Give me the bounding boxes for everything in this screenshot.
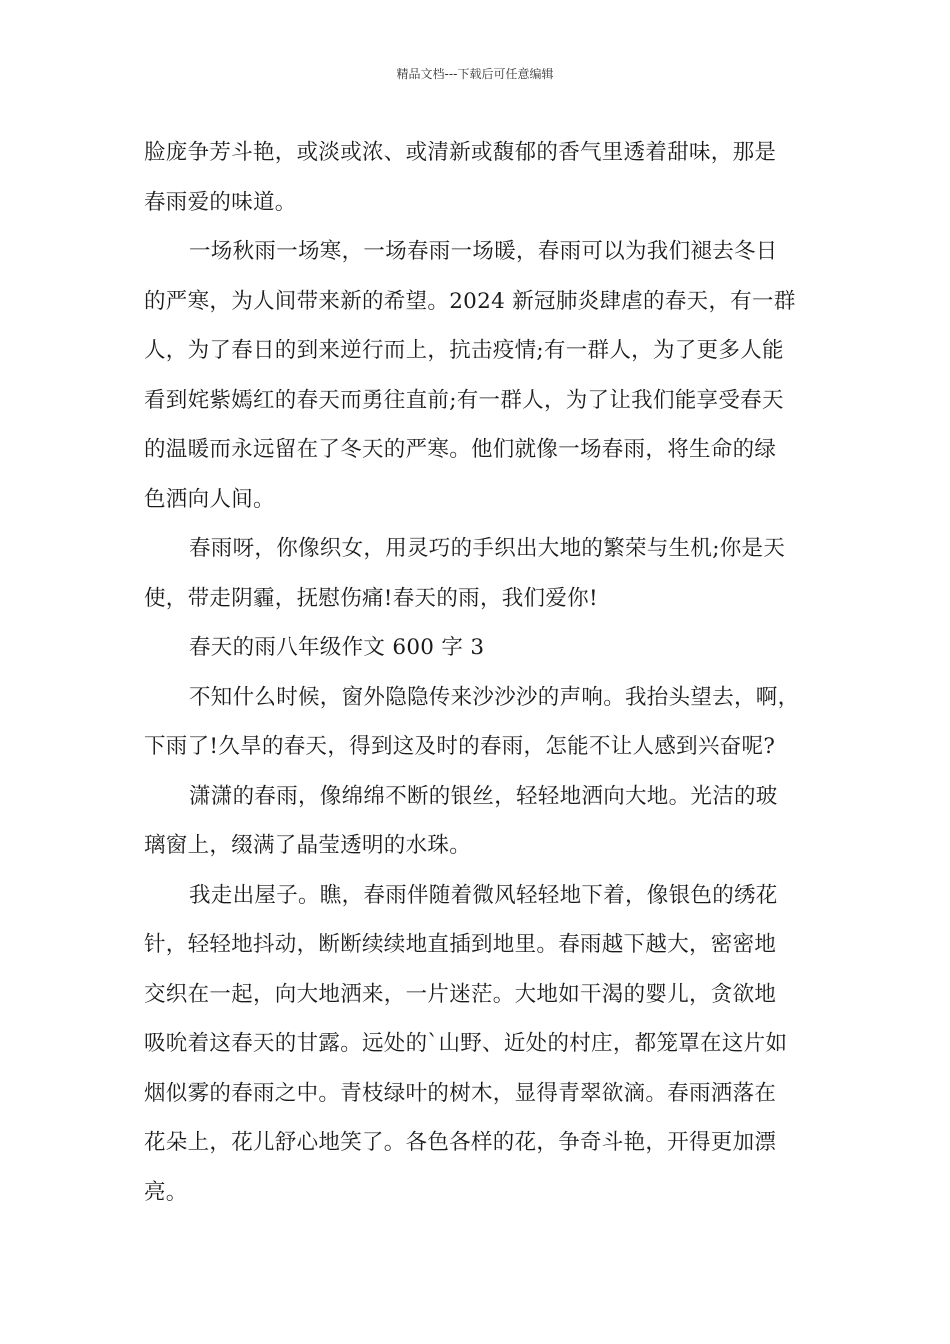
text-line: 的严寒，为人间带来新的希望。2024 新冠肺炎肆虐的春天，有一群 — [144, 288, 796, 314]
text-line: 色洒向人间。 — [144, 486, 275, 512]
text-line: 一场秋雨一场寒，一场春雨一场暖，春雨可以为我们褪去冬日 — [189, 239, 778, 264]
text-line: 我走出屋子。瞧，春雨伴随着微风轻轻地下着，像银色的绣花 — [189, 882, 778, 908]
text-line: 人，为了春日的到来逆行而上，抗击疫情;有一群人，为了更多人能 — [144, 338, 784, 363]
text-line: 看到姹紫嫣红的春天而勇往直前;有一群人，为了让我们能享受春天 — [144, 387, 784, 413]
text-line: 吸吮着这春天的甘露。远处的`山野、近处的村庄，都笼罩在这片如 — [144, 1031, 788, 1056]
text-line: 不知什么时候，窗外隐隐传来沙沙沙的声响。我抬头望去，啊， — [189, 684, 800, 710]
page-header: 精品文档---下载后可任意编辑 — [396, 67, 554, 81]
text-line: 璃窗上，缀满了晶莹透明的水珠。 — [144, 833, 472, 858]
text-line: 春雨呀，你像织女，用灵巧的手织出大地的繁荣与生机;你是天 — [189, 536, 786, 561]
text-line: 针，轻轻地抖动，断断续续地直插到地里。春雨越下越大，密密地 — [144, 932, 777, 957]
text-line: 烟似雾的春雨之中。青枝绿叶的树木，显得青翠欲滴。春雨洒落在 — [144, 1080, 777, 1106]
text-line: 交织在一起，向大地洒来，一片迷茫。大地如干渴的婴儿，贪欲地 — [144, 981, 777, 1007]
text-line: 脸庞争芳斗艳，或淡或浓、或清新或馥郁的香气里透着甜味，那是 — [144, 140, 777, 165]
text-line: 亮。 — [144, 1179, 188, 1205]
document-body — [144, 128, 816, 1217]
text-line: 春雨爱的味道。 — [144, 189, 297, 215]
section-heading: 春天的雨八年级作文 600 字 3 — [189, 635, 485, 660]
text-line: 的温暖而永远留在了冬天的严寒。他们就像一场春雨，将生命的绿 — [144, 437, 777, 462]
text-line: 使，带走阴霾，抚慰伤痛!春天的雨，我们爱你! — [144, 585, 598, 611]
text-line: 下雨了!久旱的春天，得到这及时的春雨，怎能不让人感到兴奋呢? — [144, 734, 776, 759]
text-line: 花朵上，花儿舒心地笑了。各色各样的花，争奇斗艳，开得更加漂 — [144, 1130, 777, 1155]
text-line: 潇潇的春雨，像绵绵不断的银丝，轻轻地洒向大地。光洁的玻 — [189, 783, 778, 809]
